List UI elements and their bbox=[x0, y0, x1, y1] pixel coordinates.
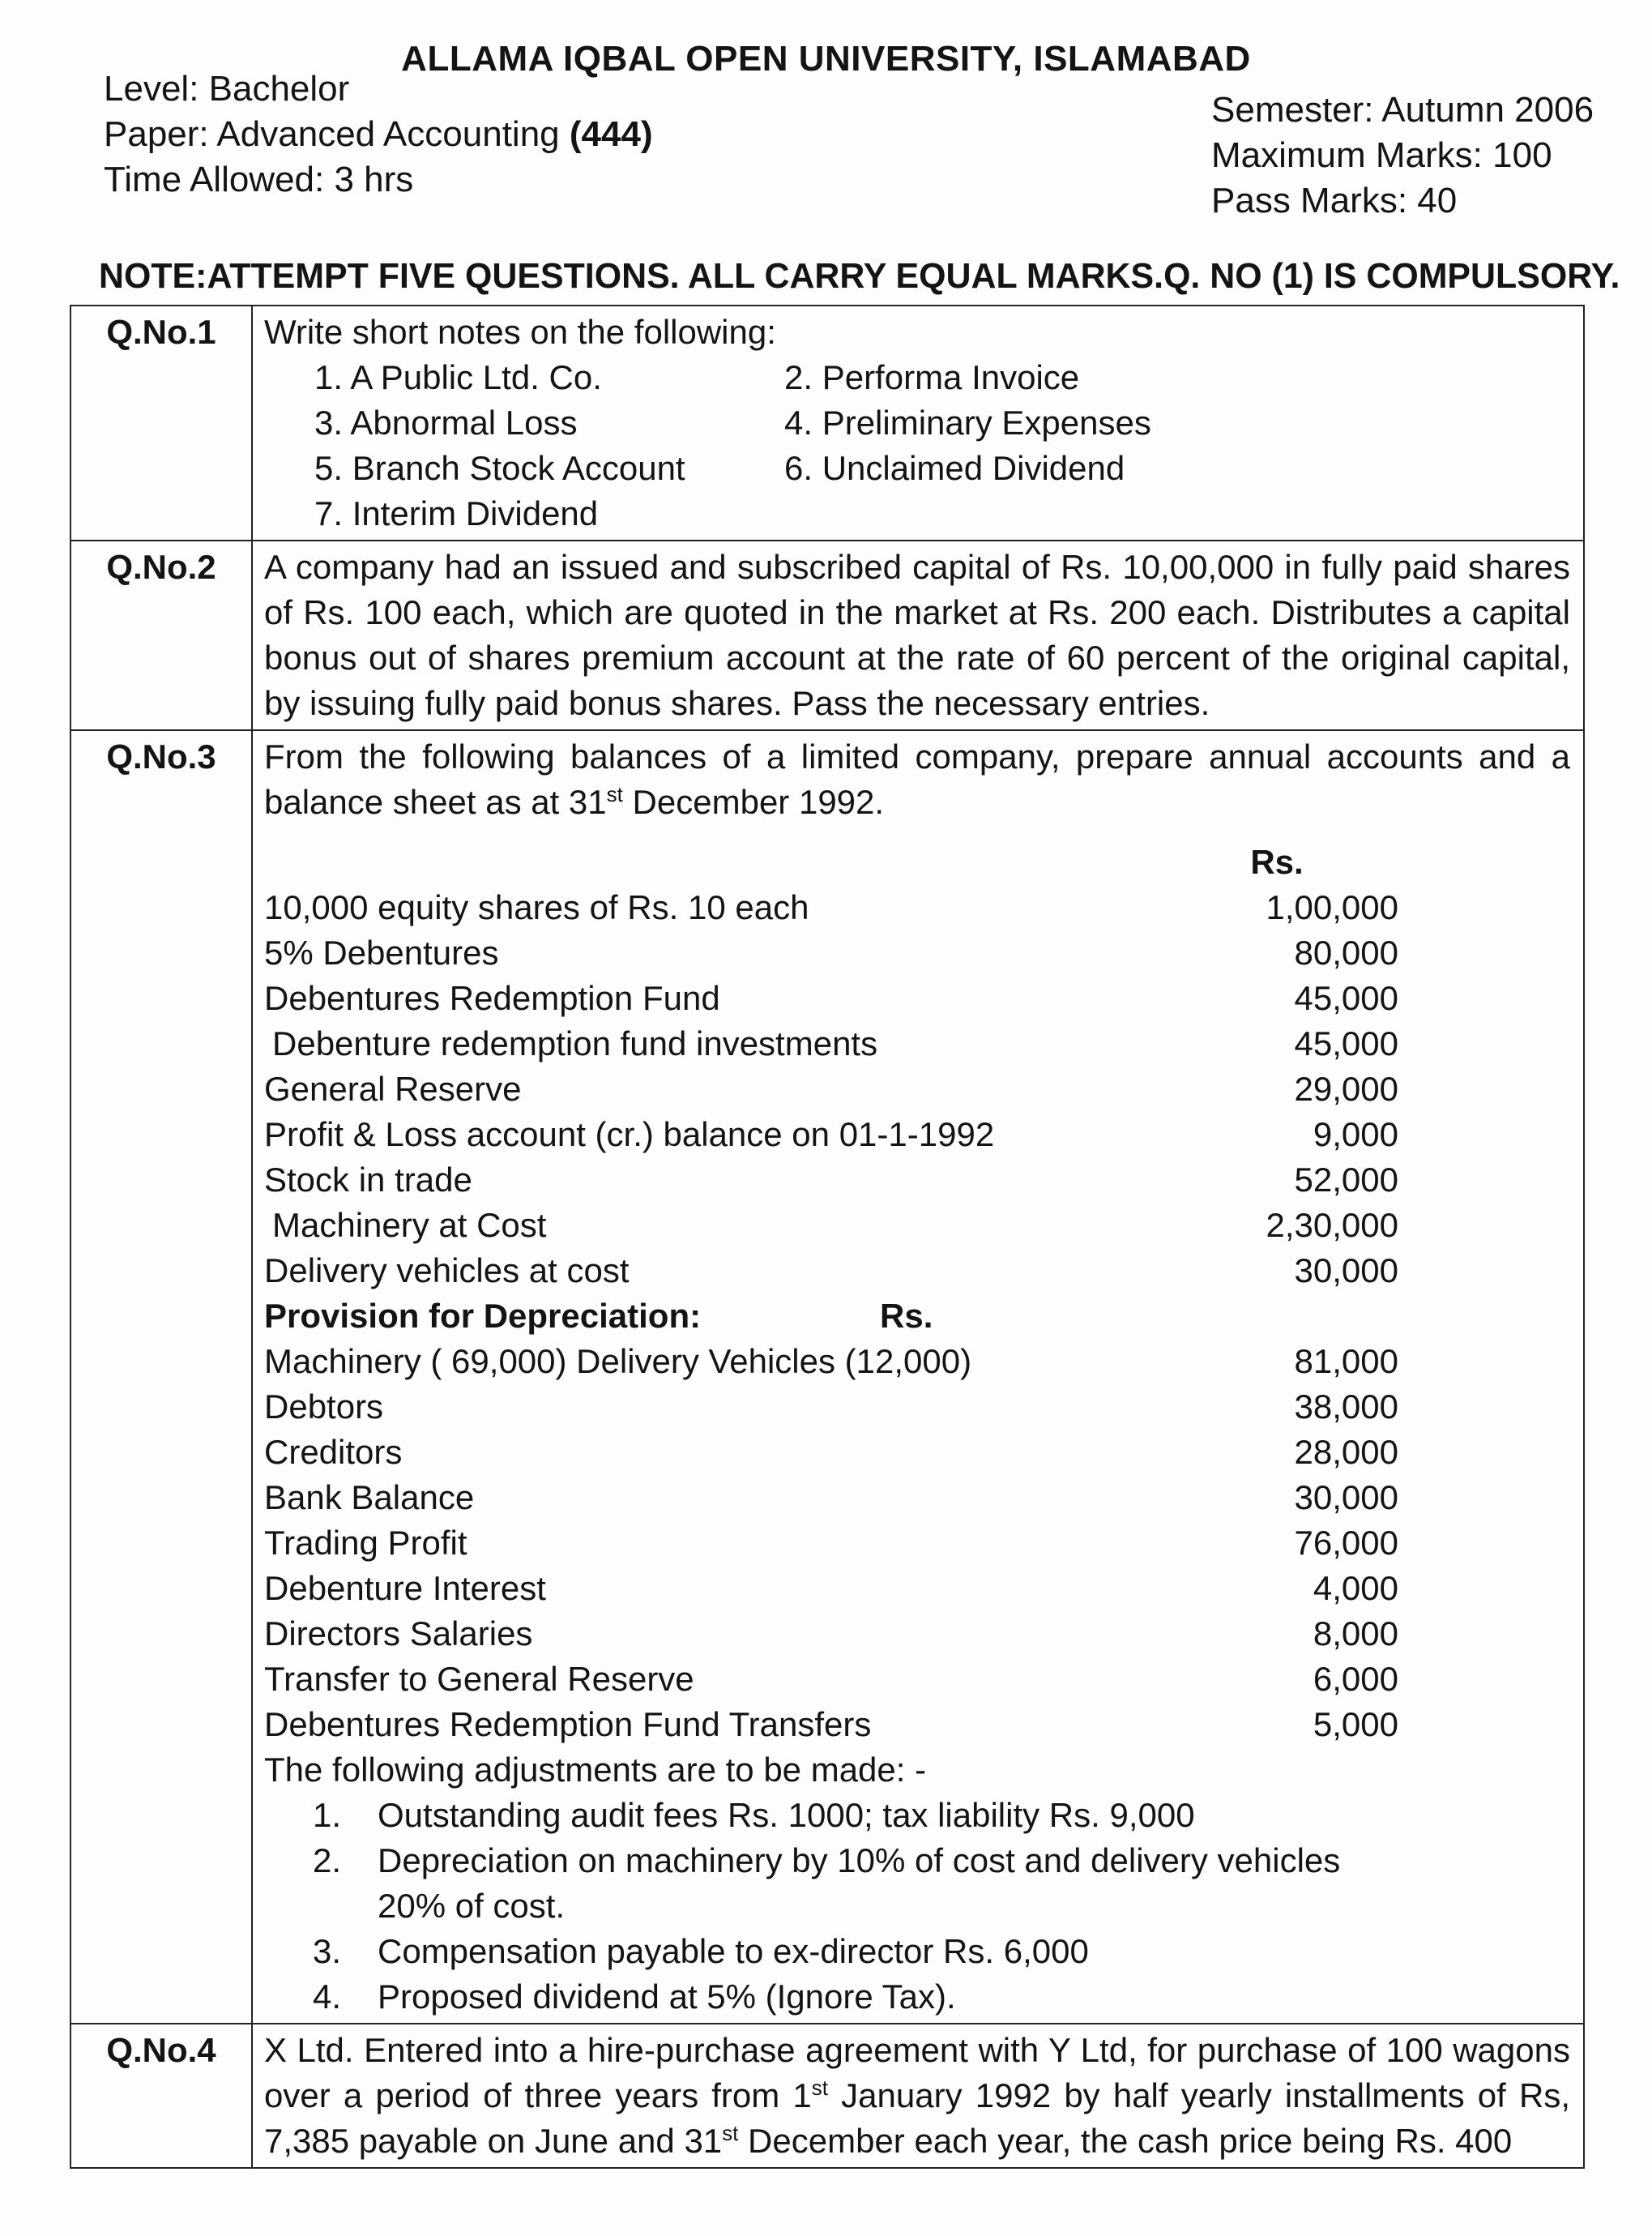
balance-row: Trading Profit 76,000 bbox=[264, 1524, 1398, 1562]
marks-details bbox=[1211, 88, 1594, 224]
balance-row: General Reserve 29,000 bbox=[264, 1070, 1398, 1108]
balance-row: Profit & Loss account (cr.) balance on 01-1-1992 9,000 bbox=[264, 1115, 1398, 1153]
question-row-2 bbox=[70, 541, 1584, 730]
list-item: 6. Unclaimed Dividend bbox=[784, 449, 1125, 487]
question-number: Q.No.3 bbox=[70, 730, 252, 2024]
balance-row: Debentures Redemption Fund 45,000 bbox=[264, 979, 1398, 1017]
balance-row: 5% Debentures 80,000 bbox=[264, 934, 1398, 972]
question-body bbox=[252, 730, 1584, 2024]
list-item: 4. Preliminary Expenses bbox=[784, 404, 1151, 442]
question-number: Q.No.1 bbox=[70, 306, 252, 541]
question-row-4 bbox=[70, 2024, 1584, 2168]
paper-details bbox=[104, 66, 653, 203]
list-item: 1. Outstanding audit fees Rs. 1000; tax liability Rs. 9,000 bbox=[313, 1796, 1195, 1834]
list-item: 3. Compensation payable to ex-director Rs. 6,000 bbox=[313, 1932, 1089, 1970]
pass-marks: Pass Marks: 40 bbox=[1211, 181, 1458, 220]
list-item: 4. Proposed dividend at 5% (Ignore Tax). bbox=[313, 1977, 956, 2016]
maximum-marks: Maximum Marks: 100 bbox=[1211, 135, 1552, 175]
question-number: Q.No.4 bbox=[70, 2024, 252, 2168]
question-body: A company had an issued and subscribed capital of Rs. 10,00,000 in fully paid shares of Rs. 100 each, which are quoted in the market at Rs. 200 each. Distributes a capital bonus out of shares premium account at the rate of 60 percent of the original capital, by issuing fully paid bonus shares. Pass the necessary entries. bbox=[252, 541, 1584, 730]
superscript: st bbox=[811, 2076, 828, 2100]
list-item: 7. Interim Dividend bbox=[314, 494, 599, 532]
question-row-1 bbox=[70, 306, 1584, 541]
balance-row: Transfer to General Reserve 6,000 bbox=[264, 1660, 1398, 1698]
paper-line bbox=[104, 112, 653, 157]
level-line: Level: Bachelor bbox=[104, 69, 350, 109]
adjustments-intro: The following adjustments are to be made: - bbox=[264, 1751, 927, 1789]
balance-row: 10,000 equity shares of Rs. 10 each 1,00,000 bbox=[264, 888, 1398, 926]
balance-row: Stock in trade 52,000 bbox=[264, 1161, 1398, 1199]
depreciation-rs: Rs. bbox=[880, 1297, 933, 1335]
q3-intro-text: From the following balances of a limited company, prepare annual accounts and a balance sheet as at 31 bbox=[264, 737, 1570, 821]
superscript: st bbox=[722, 2121, 739, 2145]
q4-text-3: December each year, the cash price being Rs. 400 bbox=[738, 2122, 1513, 2160]
list-item: 2. Depreciation on machinery by 10% of cost and delivery vehicles bbox=[313, 1841, 1341, 1879]
list-item: 5. Branch Stock Account bbox=[314, 449, 685, 487]
time-allowed: Time Allowed: 3 hrs bbox=[104, 160, 414, 199]
balance-row: Delivery vehicles at cost 30,000 bbox=[264, 1251, 1398, 1289]
balances-list bbox=[264, 885, 1570, 1293]
paper-name: Paper: Advanced Accounting bbox=[104, 114, 560, 154]
q4-text-2: January 1992 by half yearly installments of Rs, 7,385 payable on June and 31 bbox=[264, 2076, 1570, 2160]
question-row-3 bbox=[70, 730, 1584, 2024]
adjustments-list bbox=[264, 1793, 1570, 2020]
balance-row: Bank Balance 30,000 bbox=[264, 1478, 1398, 1516]
balance-row: Machinery ( 69,000) Delivery Vehicles (12,000) 81,000 bbox=[264, 1342, 1398, 1380]
balance-row: Debtors 38,000 bbox=[264, 1387, 1398, 1426]
q4-text: X Ltd. Entered into a hire-purchase agreement with Y Ltd, for purchase of 100 wagons over a period of three years from 1 bbox=[264, 2031, 1570, 2114]
list-item: 1. A Public Ltd. Co. bbox=[314, 358, 602, 396]
balances-list-2 bbox=[264, 1339, 1570, 1747]
balance-row: Debentures Redemption Fund Transfers 5,000 bbox=[264, 1705, 1398, 1743]
rs-column-head: Rs. bbox=[1250, 843, 1304, 881]
q1-intro: Write short notes on the following: bbox=[264, 313, 776, 351]
balance-row: Debenture Interest 4,000 bbox=[264, 1569, 1398, 1607]
paper-code: (444) bbox=[569, 114, 653, 154]
exam-instructions: NOTE:ATTEMPT FIVE QUESTIONS. ALL CARRY EQUAL MARKS.Q. NO (1) IS COMPULSORY. bbox=[99, 256, 1620, 296]
question-number: Q.No.2 bbox=[70, 541, 252, 730]
short-notes-list bbox=[264, 355, 1570, 537]
balance-row: Directors Salaries 8,000 bbox=[264, 1614, 1398, 1652]
university-title: ALLAMA IQBAL OPEN UNIVERSITY, ISLAMABAD bbox=[401, 39, 1251, 79]
depreciation-heading: Provision for Depreciation: Rs. bbox=[264, 1293, 1570, 1339]
balance-row: Debenture redemption fund investments 45,000 bbox=[272, 1024, 1398, 1062]
balances-header bbox=[264, 840, 1570, 885]
q3-intro-text-end: December 1992. bbox=[622, 783, 885, 821]
list-item: 3. Abnormal Loss bbox=[314, 404, 578, 442]
q3-intro bbox=[264, 734, 1570, 825]
questions-table bbox=[70, 305, 1585, 2169]
semester: Semester: Autumn 2006 bbox=[1211, 90, 1594, 130]
balance-row: Machinery at Cost 2,30,000 bbox=[272, 1206, 1398, 1244]
question-body bbox=[252, 2024, 1584, 2168]
superscript: st bbox=[606, 782, 623, 806]
balance-row: Creditors 28,000 bbox=[264, 1433, 1398, 1471]
question-body bbox=[252, 306, 1584, 541]
list-item: 2. Performa Invoice bbox=[784, 358, 1080, 396]
list-item-continuation: 20% of cost. bbox=[378, 1887, 566, 1925]
